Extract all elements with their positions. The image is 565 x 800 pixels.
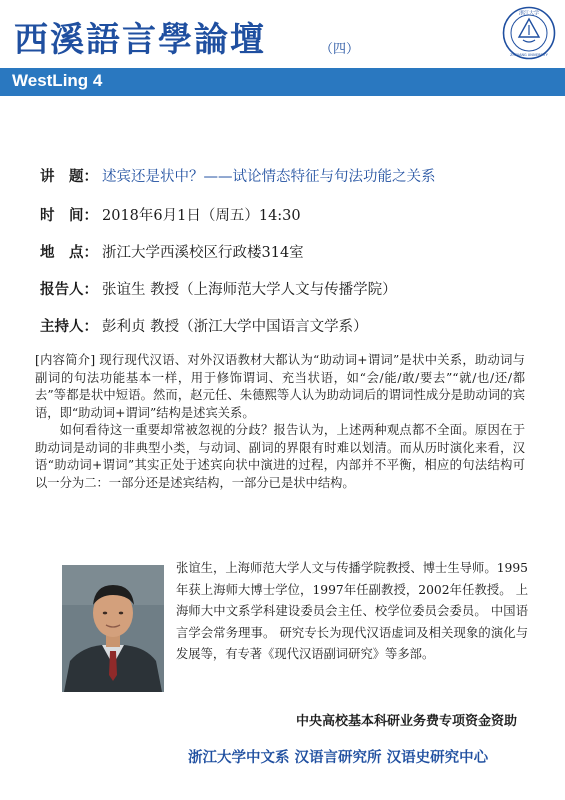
funding-note: 中央高校基本科研业务费专项资金资助 bbox=[295, 714, 517, 729]
info-row-time bbox=[40, 204, 301, 225]
time-value: 2018年6月1日（周五）14:30 bbox=[102, 208, 301, 224]
abstract bbox=[35, 352, 525, 492]
time-label: 时 间： bbox=[40, 207, 98, 224]
speaker-photo bbox=[62, 565, 164, 692]
banner bbox=[0, 68, 565, 96]
portrait-photo-icon bbox=[62, 565, 164, 692]
location-value: 浙江大学西溪校区行政楼314室 bbox=[102, 245, 304, 261]
topic-value: 述宾还是状中？——试论情态特征与句法功能之关系 bbox=[102, 169, 436, 185]
seal-text: 浙江大学 bbox=[518, 10, 540, 17]
speaker-bio: 张谊生，上海师范大学人文与传播学院教授、博士生导师。1995年获上海师大博士学位，1997年任副教授，2002年任教授。 上海师大中文系学科建设委员会主任、校学位委员会委员。 中国语言学会常务理事。 研究专长为现代汉语虚词及相关现象的演化与发展等，有专著《现代汉语副词研究》等多部。 bbox=[176, 561, 528, 661]
topic-label: 讲 题： bbox=[40, 168, 98, 185]
seal-text-en: ZHEJIANG UNIVERSITY bbox=[510, 53, 548, 57]
info-row-host bbox=[40, 315, 368, 336]
speaker-value: 张谊生 教授（上海师范大学人文与传播学院） bbox=[102, 282, 397, 298]
poster-subtitle: （四） bbox=[320, 42, 360, 57]
host-label: 主持人： bbox=[40, 318, 98, 335]
abstract-heading: [内容简介] bbox=[35, 353, 96, 367]
university-seal-icon bbox=[502, 6, 556, 60]
info-row-topic bbox=[40, 165, 436, 186]
info-row-location bbox=[40, 241, 304, 262]
banner-label: WestLing 4 bbox=[12, 71, 103, 90]
speaker-label: 报告人： bbox=[40, 281, 98, 298]
info-row-speaker bbox=[40, 278, 397, 299]
organizers: 浙江大学中文系 汉语言研究所 汉语史研究中心 bbox=[188, 749, 489, 766]
abstract-para-1 bbox=[35, 352, 525, 422]
abstract-text-1: 现行现代汉语、对外汉语教材大都认为“助动词+谓词”是状中关系，助动词与副词的句法功能基本一样，用于修饰谓词、充当状语，如“会/能/敢/要去”“就/也/还/都去”等都是状中短语。然而，赵元任、朱德熙等人认为助动词后的谓词性成分是助动词的宾语，即“助动词+谓词”结构是述宾关系。 bbox=[35, 353, 525, 420]
poster-title: 西溪語言學論壇 bbox=[14, 20, 266, 60]
location-label: 地 点： bbox=[40, 244, 98, 261]
host-value: 彭利贞 教授（浙江大学中国语言文学系） bbox=[102, 319, 368, 335]
abstract-para-2: 如何看待这一重要却常被忽视的分歧？报告认为，上述两种观点都不全面。原因在于助动词是动词的非典型小类，与动词、副词的界限有时难以划清。而从历时演化来看，汉语“助动词+谓词”其实正处于述宾向状中演进的过程，内部并不平衡，相应的句法结构可以一分为二：一部分还是述宾结构，一部分已是状中结构。 bbox=[35, 423, 525, 490]
